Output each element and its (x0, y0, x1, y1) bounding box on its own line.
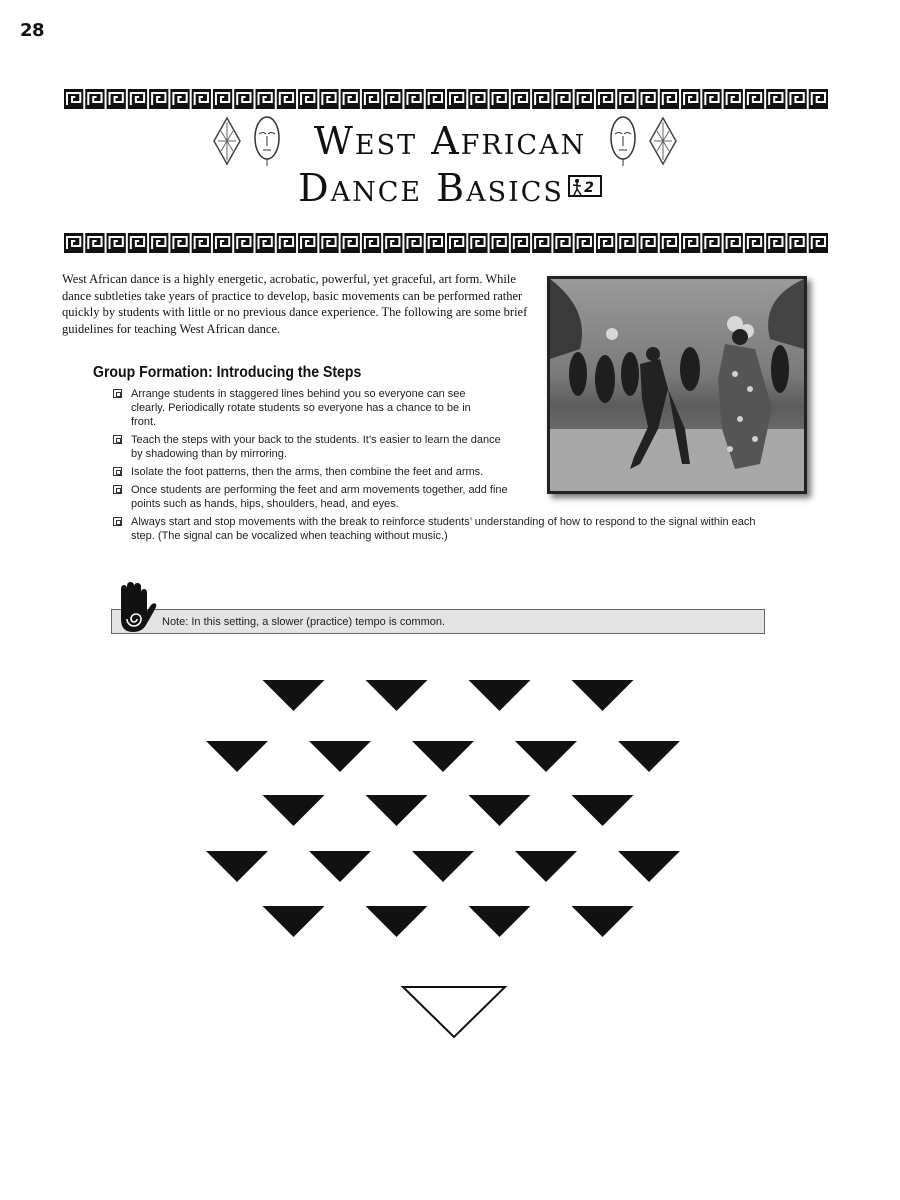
page-title (0, 118, 900, 212)
step-text: Once students are performing the feet and arm movements together, add fine points such as hands, hips, shoulders, head, and eyes. (131, 484, 508, 510)
note-box (111, 609, 765, 634)
student-marker (618, 741, 680, 772)
step-text: Arrange students in staggered lines behind you so everyone can see clearly. Periodically rotate students so everyone has a chance to be in front. (131, 388, 471, 428)
student-marker (366, 680, 428, 711)
checkbox-bullet-icon (113, 467, 122, 476)
student-marker (309, 741, 371, 772)
hand-icon (115, 581, 157, 638)
student-marker (206, 851, 268, 882)
list-item (111, 387, 491, 429)
student-marker (263, 795, 325, 826)
student-marker (469, 680, 531, 711)
list-item (111, 483, 531, 511)
student-marker (309, 851, 371, 882)
top-key-border (63, 88, 829, 110)
student-marker (515, 741, 577, 772)
page-number: 28 (20, 20, 45, 41)
track-icon (568, 175, 602, 197)
note-text: Note: In this setting, a slower (practice) tempo is common. (162, 616, 446, 628)
step-text: Isolate the foot patterns, then the arms, then combine the feet and arms. (131, 466, 484, 478)
student-marker (366, 906, 428, 937)
student-marker (515, 851, 577, 882)
teacher-marker (403, 987, 505, 1037)
list-item (111, 465, 501, 479)
student-marker (206, 741, 268, 772)
title-line-1: West African (313, 119, 587, 163)
student-marker (572, 906, 634, 937)
step-text: Teach the steps with your back to the students. It’s easier to learn the dance by shadowing than by mirroring. (131, 434, 501, 460)
student-marker (469, 906, 531, 937)
student-marker (618, 851, 680, 882)
list-item (111, 515, 756, 543)
student-marker (572, 795, 634, 826)
checkbox-bullet-icon (113, 435, 122, 444)
track-number: 2 (584, 179, 596, 196)
step-text: Always start and stop movements with the break to reinforce students’ understanding of how to respond to the signal within each step. (The signal can be vocalized when teaching without music.) (131, 516, 756, 542)
student-marker (263, 906, 325, 937)
student-marker (572, 680, 634, 711)
section-heading: Group Formation: Introducing the Steps (93, 364, 362, 381)
student-marker (469, 795, 531, 826)
checkbox-bullet-icon (113, 485, 122, 494)
checkbox-bullet-icon (113, 389, 122, 398)
checkbox-bullet-icon (113, 517, 122, 526)
title-line-2-wrap (0, 165, 900, 212)
list-item (111, 433, 511, 461)
student-marker (412, 851, 474, 882)
bottom-key-border (63, 232, 829, 254)
student-marker (366, 795, 428, 826)
student-marker (412, 741, 474, 772)
intro-paragraph: West African dance is a highly energetic, acrobatic, powerful, yet graceful, art form. While dance subtleties take years of practice to develop, basic movements can be performed rather quickly by students with little or no previous dance experience. The following are some brief guidelines for teaching West African dance. (62, 272, 528, 336)
title-line-2: Dance Basics (298, 166, 564, 210)
steps-list (111, 387, 756, 547)
student-marker (263, 680, 325, 711)
